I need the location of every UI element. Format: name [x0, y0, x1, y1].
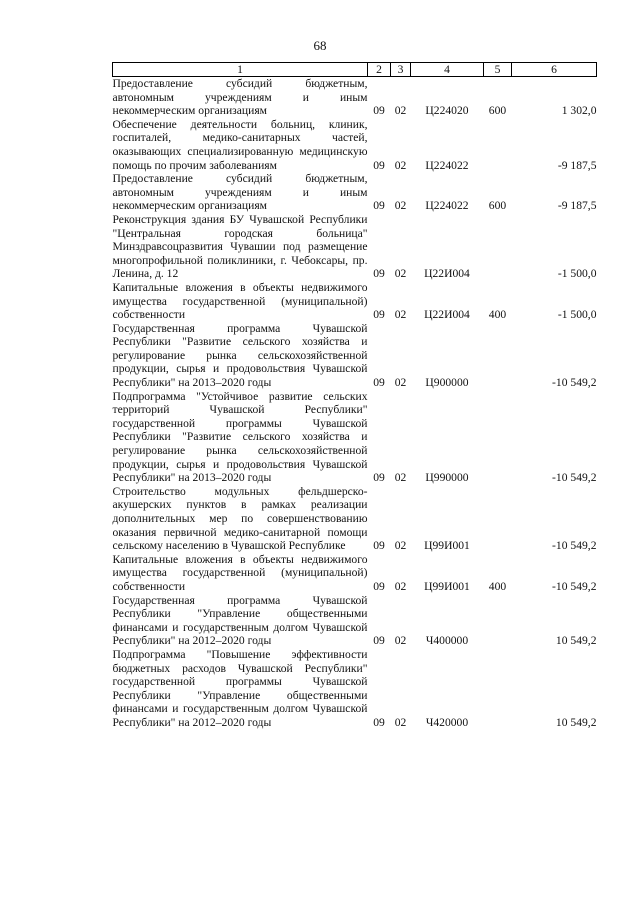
table-row	[113, 648, 597, 730]
row-article: Ц224020	[425, 104, 469, 118]
row-expense-type	[484, 594, 512, 648]
row-section: 09	[373, 471, 385, 485]
row-amount: -1 500,0	[557, 267, 597, 281]
row-amount: -10 549,2	[552, 579, 597, 593]
row-subsection: 02	[394, 539, 407, 553]
row-subsection: 02	[394, 376, 407, 390]
table-row	[113, 77, 597, 118]
page-number: 68	[313, 38, 327, 53]
row-name: Государственная программа Чувашской Республики "Развитие сельского хозяйства и регулирование рынка сельскохозяйственной продукции, сырья и продовольствия Чувашской Республики" на 2013–2020 годы	[112, 321, 368, 390]
row-expense-type: 600	[488, 104, 507, 118]
row-expense-type	[484, 390, 512, 485]
row-subsection: 02	[394, 158, 407, 172]
row-name: Государственная программа Чувашской Республики "Управление общественными финансами и государственным долгом Чувашской Республики" на 2012–2020 годы	[112, 593, 368, 648]
row-name: Строительство модульных фельдшерско-акушерских пунктов в рамках реализации дополнительных мер по совершенствованию оказания первичной медико-санитарной помощи сельскому населению в Чувашской Республике	[112, 484, 368, 553]
row-subsection: 02	[394, 715, 407, 729]
row-name: Подпрограмма "Повышение эффективности бюджетных расходов Чувашской Республики" государственной программы Чувашской Республики "Управление общественными финансами и государственным долгом Чувашской Республики" на 2012–2020 годы	[112, 647, 368, 729]
row-subsection: 02	[394, 104, 407, 118]
row-section: 09	[373, 308, 385, 322]
row-section: 09	[373, 715, 385, 729]
column-header-article: 4	[411, 63, 484, 77]
table-row	[113, 485, 597, 553]
row-section: 09	[373, 376, 385, 390]
row-section: 09	[373, 634, 385, 648]
row-expense-type	[484, 118, 512, 172]
row-expense-type	[484, 648, 512, 730]
table-row	[113, 553, 597, 594]
table-row	[113, 390, 597, 485]
row-section: 09	[373, 539, 385, 553]
row-expense-type: 600	[488, 199, 507, 213]
row-amount: -10 549,2	[552, 539, 597, 553]
row-article: Ц99И001	[424, 539, 470, 553]
row-name: Обеспечение деятельности больниц, клиник, госпиталей, медико-санитарных частей, оказывающих специализированную медицинскую помощь по прочим заболеваниям	[112, 117, 368, 172]
column-header-expense-type: 5	[484, 63, 512, 77]
budget-table	[112, 62, 597, 730]
table-row	[113, 281, 597, 322]
row-article: Ц224022	[425, 199, 469, 213]
column-header-subsection: 3	[391, 63, 411, 77]
row-article: Ц900000	[425, 376, 469, 390]
row-name: Капитальные вложения в объекты недвижимого имущества государственной (муниципальной) собственности	[112, 280, 368, 322]
row-name: Реконструкция здания БУ Чувашской Республики "Центральная городская больница" Минздравсоцразвития Чувашии под размещение многопрофильной поликлиники, г. Чебоксары, пр. Ленина, д. 12	[112, 212, 368, 281]
row-section: 09	[373, 104, 385, 118]
row-subsection: 02	[394, 199, 407, 213]
row-article: Ц99И001	[424, 579, 470, 593]
row-amount: -10 549,2	[552, 376, 597, 390]
row-article: Ч400000	[425, 634, 469, 648]
table-row	[113, 172, 597, 213]
column-header-name: 1	[113, 63, 368, 77]
row-amount: 10 549,2	[555, 634, 597, 648]
row-subsection: 02	[394, 634, 407, 648]
table-row	[113, 118, 597, 172]
row-name: Предоставление субсидий бюджетным, автономным учреждениям и иным некоммерческим организациям	[112, 77, 368, 118]
table-header-row	[113, 63, 597, 77]
row-subsection: 02	[394, 308, 407, 322]
row-section: 09	[373, 579, 385, 593]
row-subsection: 02	[394, 471, 407, 485]
row-expense-type: 400	[488, 308, 507, 322]
row-name: Подпрограмма "Устойчивое развитие сельских территорий Чувашской Республики" государственной программы Чувашской Республики "Развитие сельского хозяйства и регулирование рынка сельскохозяйственной продукции, сырья и продовольствия Чувашской Республики" на 2013–2020 годы	[112, 389, 368, 485]
row-subsection: 02	[394, 267, 407, 281]
column-header-amount: 6	[512, 63, 597, 77]
row-amount: -1 500,0	[557, 308, 597, 322]
row-section: 09	[373, 267, 385, 281]
row-amount: 10 549,2	[555, 715, 597, 729]
row-article: Ч420000	[425, 715, 469, 729]
table-row	[113, 213, 597, 281]
row-article: Ц22И004	[424, 308, 470, 322]
row-amount: -9 187,5	[557, 199, 597, 213]
column-header-section: 2	[368, 63, 391, 77]
row-expense-type: 400	[488, 579, 507, 593]
row-expense-type	[484, 322, 512, 390]
row-section: 09	[373, 199, 385, 213]
table-row	[113, 594, 597, 648]
row-amount: -10 549,2	[552, 471, 597, 485]
row-expense-type	[484, 213, 512, 281]
row-amount: -9 187,5	[557, 158, 597, 172]
row-section: 09	[373, 158, 385, 172]
row-subsection: 02	[394, 579, 407, 593]
row-article: Ц22И004	[424, 267, 470, 281]
row-name: Капитальные вложения в объекты недвижимого имущества государственной (муниципальной) собственности	[112, 552, 368, 593]
row-name: Предоставление субсидий бюджетным, автономным учреждениям и иным некоммерческим организациям	[112, 172, 368, 213]
row-amount: 1 302,0	[561, 104, 597, 118]
row-article: Ц990000	[425, 471, 469, 485]
table-row	[113, 322, 597, 390]
row-expense-type	[484, 485, 512, 553]
row-article: Ц224022	[425, 158, 469, 172]
